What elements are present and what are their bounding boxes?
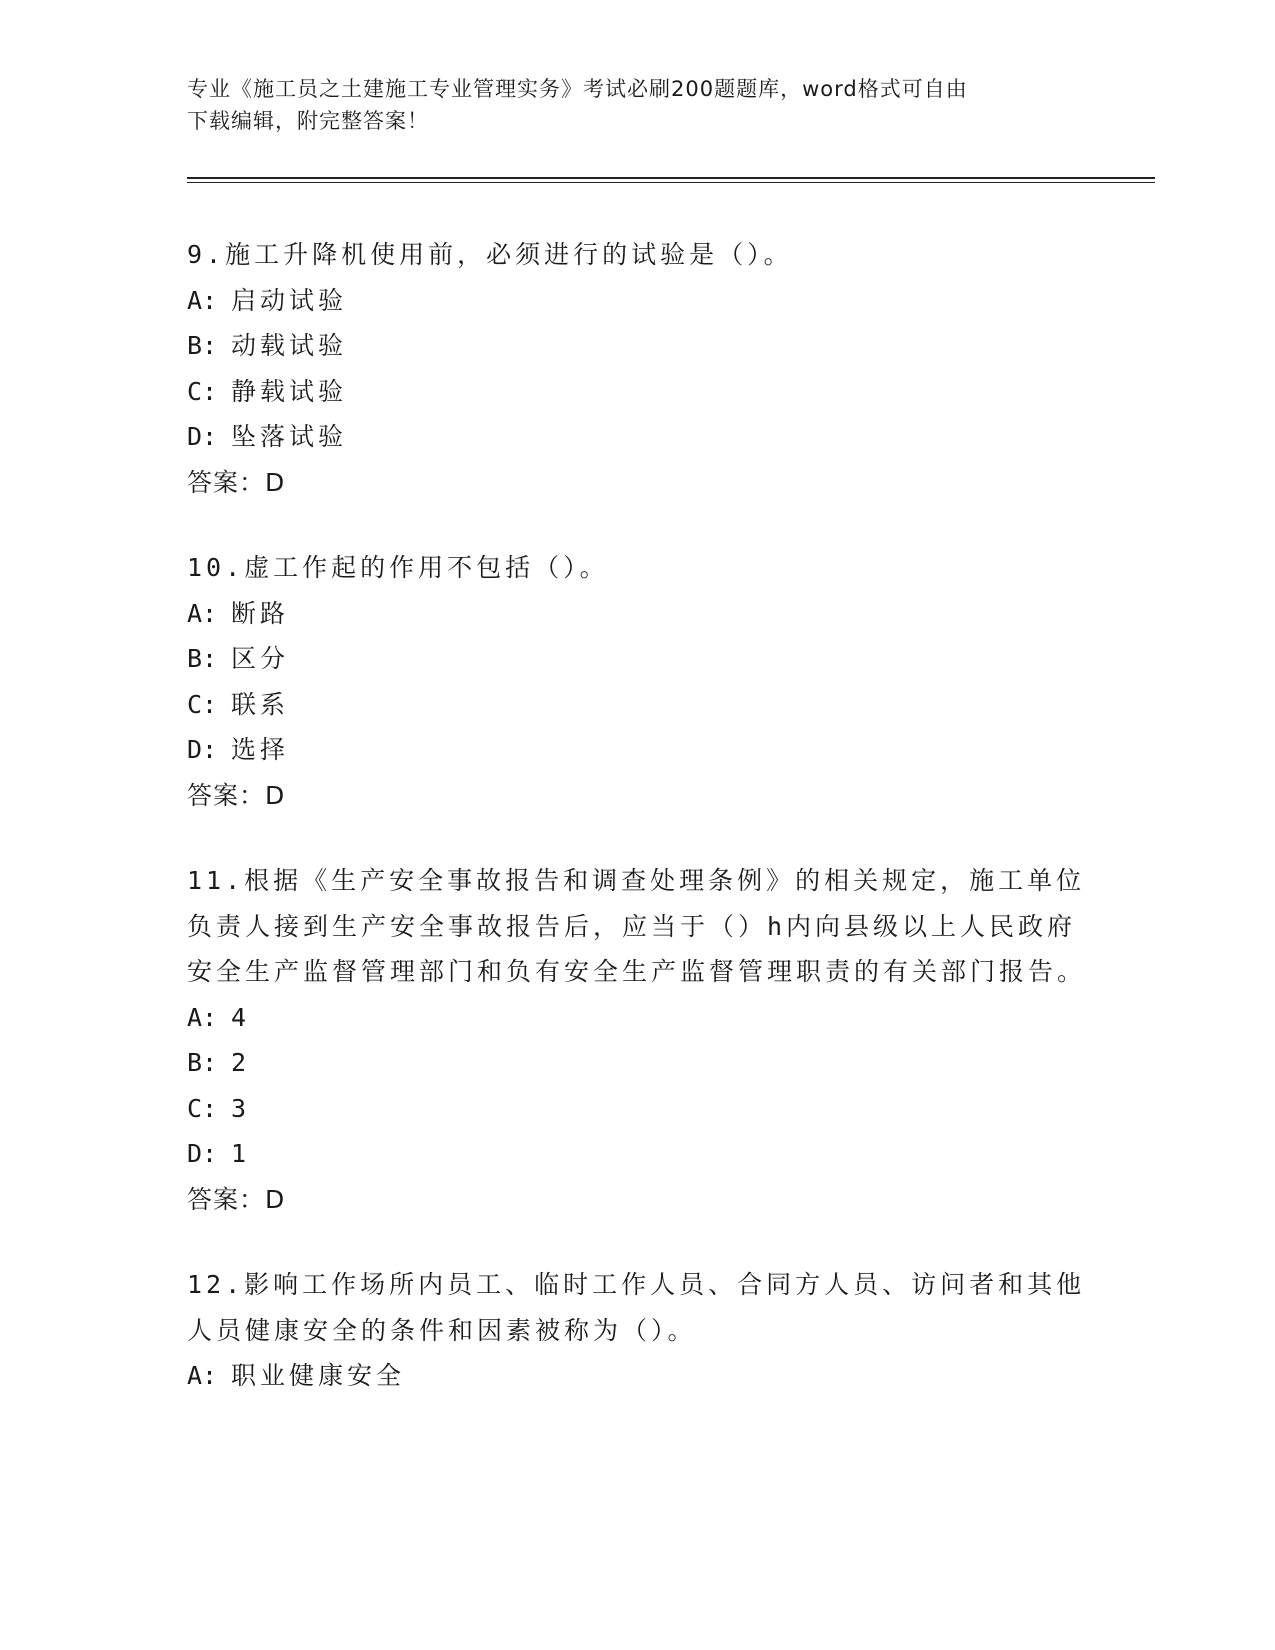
- question-text: 10.虚工作起的作用不包括（）。: [187, 553, 609, 582]
- option-text: 启动试验: [231, 285, 348, 315]
- option-text: 2: [231, 1048, 251, 1077]
- option-key: D:: [187, 735, 218, 764]
- option-a: [187, 278, 1087, 324]
- option-text: 动载试验: [231, 331, 348, 360]
- option-text: 1: [231, 1139, 251, 1168]
- option-c: [187, 369, 1087, 415]
- header-line-1: 专业《施工员之土建施工专业管理实务》考试必刷200题题库，word格式可自由: [187, 77, 968, 101]
- option-key: A:: [187, 598, 218, 628]
- option-text: 断路: [231, 598, 290, 628]
- document-header: [187, 73, 1067, 137]
- option-a: [187, 1353, 1087, 1399]
- question-11: [187, 858, 1087, 1222]
- option-text: 选择: [231, 735, 290, 764]
- question-list: [187, 232, 1087, 1439]
- option-key: C:: [187, 689, 218, 719]
- option-d: [187, 727, 1087, 773]
- question-10: [187, 545, 1087, 818]
- option-d: [187, 1131, 1087, 1177]
- option-text: 3: [231, 1093, 251, 1123]
- option-text: 静载试验: [231, 376, 348, 406]
- option-key: A:: [187, 1002, 218, 1032]
- question-text: 9.施工升降机使用前，必须进行的试验是（）。: [187, 240, 793, 269]
- option-c: [187, 682, 1087, 728]
- answer: 答案：D: [187, 467, 286, 497]
- option-text: 坠落试验: [231, 422, 348, 451]
- option-b: [187, 636, 1087, 682]
- answer: 答案：D: [187, 1184, 286, 1214]
- option-key: A:: [187, 1361, 218, 1390]
- option-key: D:: [187, 1139, 218, 1168]
- option-c: [187, 1086, 1087, 1132]
- option-a: [187, 995, 1087, 1041]
- option-key: B:: [187, 644, 218, 673]
- option-key: B:: [187, 1048, 218, 1077]
- option-text: 4: [231, 1002, 251, 1032]
- header-divider-thick: [187, 177, 1155, 179]
- header-divider-thin: [187, 182, 1155, 183]
- option-d: [187, 414, 1087, 460]
- option-text: 职业健康安全: [231, 1361, 406, 1390]
- question-text: 12.影响工作场所内员工、临时工作人员、合同方人员、访问者和其他人员健康安全的条件和因素被称为（）。: [187, 1270, 1086, 1345]
- header-line-2: 下载编辑，附完整答案！: [187, 109, 429, 133]
- option-text: 联系: [231, 689, 290, 719]
- option-text: 区分: [231, 644, 290, 673]
- option-b: [187, 1040, 1087, 1086]
- option-key: A:: [187, 285, 218, 315]
- option-a: [187, 591, 1087, 637]
- question-12: [187, 1262, 1087, 1399]
- option-key: D:: [187, 422, 218, 451]
- option-key: B:: [187, 331, 218, 360]
- question-text: 11.根据《生产安全事故报告和调查处理条例》的相关规定，施工单位负责人接到生产安全事故报告后，应当于（）h内向县级以上人民政府安全生产监督管理部门和负有安全生产监督管理职责的有关部门报告。: [187, 866, 1087, 986]
- option-key: C:: [187, 1093, 218, 1123]
- question-9: [187, 232, 1087, 505]
- option-b: [187, 323, 1087, 369]
- answer: 答案：D: [187, 780, 286, 810]
- option-key: C:: [187, 376, 218, 406]
